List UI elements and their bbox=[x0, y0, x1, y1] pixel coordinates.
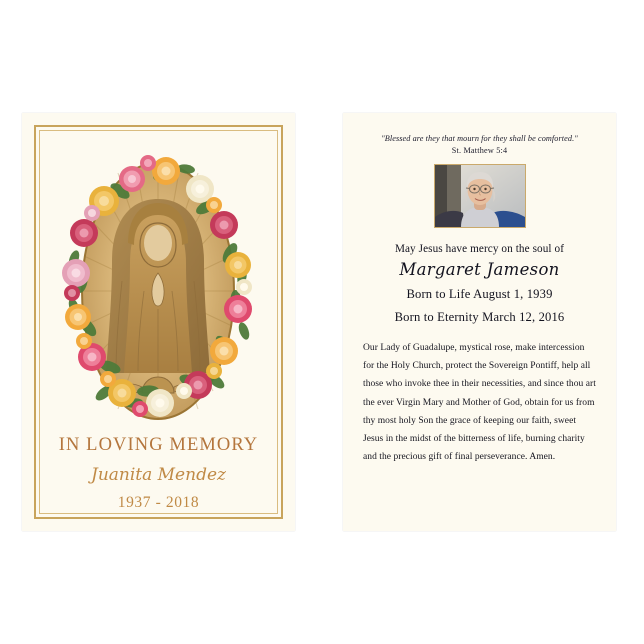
in-loving-memory-heading: IN LOVING MEMORY bbox=[58, 435, 259, 455]
mercy-line: May Jesus have mercy on the soul of bbox=[394, 242, 565, 255]
guadalupe-prayer-text: Our Lady of Guadalupe, mystical rose, make intercession for the Holy Church, protect the Sovereign Pontiff, help all those who invoke thee in their necessities, and since thou art the ever Virgin Mary and Mother of God, obtain for us from thy most holy Son the grace of keeping our faith, sweet Jesus in the midst of the bitterness of life, burning charity and the precious gift of final perseverance. Amen. bbox=[363, 342, 596, 463]
scripture-attribution: St. Matthew 5:4 bbox=[451, 145, 508, 155]
scripture-quote: "Blessed are they that mourn for they shall be comforted." bbox=[381, 134, 578, 143]
born-to-eternity-line: Born to Eternity March 12, 2016 bbox=[394, 309, 565, 324]
front-deceased-name: Juanita Mendez bbox=[91, 465, 226, 485]
memorial-card-front bbox=[22, 113, 295, 531]
back-deceased-name: Margaret Jameson bbox=[399, 259, 560, 279]
born-to-life-line: Born to Life August 1, 1939 bbox=[406, 286, 553, 301]
portrait-photo-image bbox=[435, 165, 525, 227]
front-caption-block bbox=[22, 435, 295, 512]
our-lady-of-guadalupe-artwork bbox=[48, 141, 269, 441]
portrait-photo bbox=[434, 164, 526, 228]
guadalupe-illustration-icon bbox=[48, 141, 269, 441]
memorial-card-back bbox=[343, 113, 616, 531]
front-life-dates: 1937 - 2018 bbox=[117, 494, 200, 511]
back-content bbox=[363, 133, 596, 513]
